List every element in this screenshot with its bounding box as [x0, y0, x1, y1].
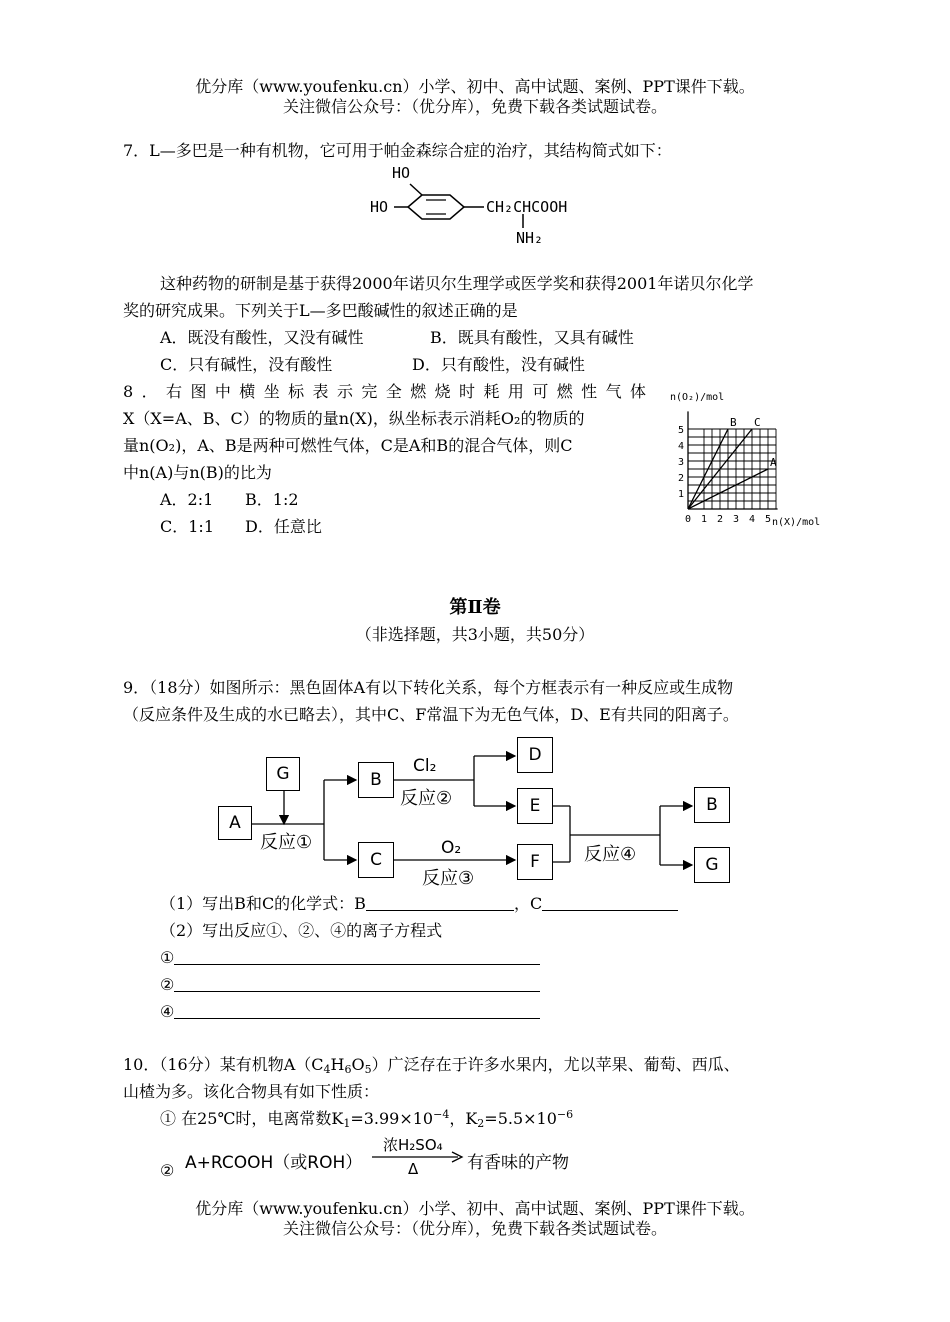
label-o2: O₂ [441, 838, 462, 858]
q9-answer-line-2: ② [160, 974, 540, 996]
y-tick-label: 1 [678, 489, 685, 500]
box-g-top: G [266, 757, 300, 791]
label-reaction-2: 反应② [400, 788, 453, 809]
q9-line-1: 9．（18分）如图所示：黑色固体A有以下转化关系，每个方框表示有一种反应或生成物 [123, 678, 734, 697]
section-title: 第Ⅱ卷 [449, 597, 501, 618]
q8-line-2: X（X=A、B、C）的物质的量n(X)，纵坐标表示消耗O₂的物质的 [123, 409, 585, 428]
struct-chain: CH₂CHCOOH [486, 198, 568, 216]
x-tick-label: 4 [749, 514, 756, 525]
y-tick-label: 3 [678, 457, 685, 468]
box-f: F [517, 844, 553, 880]
box-b: B [358, 762, 394, 798]
box-d: D [517, 737, 553, 773]
q10-reactants: A+RCOOH（或ROH） [185, 1153, 363, 1173]
label-cl2: Cl₂ [413, 756, 437, 776]
y-tick-label: 4 [678, 441, 685, 452]
box-g-right: G [694, 847, 730, 883]
x-tick-label: 2 [717, 514, 724, 525]
q9-line-2: （反应条件及生成的水已略去），其中C、F常温下为无色气体，D、E有共同的阳离子。 [123, 705, 739, 724]
q8-line-1: 8．右图中横坐标表示完全燃烧时耗用可燃性气体 [123, 382, 646, 401]
series-label-B: B [730, 416, 737, 429]
q7-stem: 7．L—多巴是一种有机物，它可用于帕金森综合症的治疗，其结构简式如下： [123, 141, 672, 160]
x-tick-label: 1 [701, 514, 708, 525]
q7-para-1: 这种药物的研制是基于获得2000年诺贝尔生理学或医学奖和获得2001年诺贝尔化学 [160, 274, 754, 293]
q9-answer-line-4: ④ [160, 1001, 540, 1023]
header-line-1: 优分库（www.youfenku.cn）小学、初中、高中试题、案例、PPT课件下载。 [195, 77, 755, 96]
struct-ho-top: HO [392, 164, 411, 182]
series-label-C: C [754, 416, 761, 429]
box-a: A [218, 806, 252, 840]
box-b-right: B [694, 787, 730, 823]
y-tick-label: 5 [678, 425, 685, 436]
box-e: E [517, 788, 553, 824]
q8-line-3: 量n(O₂)，A、B是两种可燃性气体，C是A和B的混合气体，则C [123, 436, 573, 455]
label-reaction-3: 反应③ [422, 868, 475, 889]
q10-line-2: 山楂为多。该化合物具有如下性质： [123, 1082, 380, 1101]
x-tick-label: 0 [685, 514, 692, 525]
label-reaction-4: 反应④ [584, 844, 637, 865]
box-c: C [358, 842, 394, 878]
series-label-A: A [770, 456, 777, 469]
y-tick-label: 2 [678, 473, 685, 484]
q9-answer-line-1: ① [160, 947, 540, 969]
q8-option-d: D．任意比 [245, 517, 322, 536]
header-line-2: 关注微信公众号：（优分库），免费下载各类试题试卷。 [282, 97, 667, 116]
footer-line-2: 关注微信公众号：（优分库），免费下载各类试题试卷。 [282, 1219, 667, 1238]
x-tick-label: 5 [765, 514, 772, 525]
q8-option-c: C．1:1 [160, 517, 214, 536]
q10-property-1: ① 在25℃时，电离常数$K_1=3.99\times 10^{-4}$，$K_2=5.5\times 10^{-6}$ [160, 1108, 574, 1130]
q7-option-a: A．既没有酸性，又没有碱性 [160, 328, 364, 347]
q7-option-b: B．既具有酸性，又具有碱性 [430, 328, 634, 347]
q10-condition-above: 浓H₂SO₄ [383, 1136, 443, 1154]
y-axis-label: n(O₂)/mol [670, 392, 725, 403]
q8-line-4: 中n(A)与n(B)的比为 [123, 463, 272, 482]
x-tick-label: 3 [733, 514, 740, 525]
struct-ho-left: HO [370, 198, 389, 216]
footer-line-1: 优分库（www.youfenku.cn）小学、初中、高中试题、案例、PPT课件下载。 [195, 1199, 755, 1218]
section-subtitle: （非选择题，共3小题，共50分） [355, 625, 595, 644]
q8-option-a: A．2:1 [160, 490, 214, 509]
q9-sub2: （2）写出反应①、②、④的离子方程式 [160, 921, 443, 940]
q7-para-2: 奖的研究成果。下列关于L—多巴酸碱性的叙述正确的是 [123, 301, 518, 320]
q10-line-1: 10．（16分）某有机物$A(C_4H_6O_5)$广泛存在于许多水果内，尤以苹果、葡萄、西瓜、 [123, 1055, 740, 1076]
q7-option-c: C．只有碱性，没有酸性 [160, 355, 333, 374]
q8-option-b: B．1:2 [245, 490, 299, 509]
q7-option-d: D．只有酸性，没有碱性 [412, 355, 585, 374]
struct-nh2: NH₂ [516, 229, 544, 247]
q10-product: 有香味的产物 [467, 1153, 569, 1173]
x-axis-label: n(X)/mol [772, 517, 821, 528]
q10-condition-below: Δ [408, 1160, 419, 1178]
label-reaction-1: 反应① [260, 832, 313, 853]
q10-property-2-number: ② [160, 1161, 175, 1180]
q9-sub1: （1）写出B和C的化学式：B ，C [160, 893, 678, 915]
